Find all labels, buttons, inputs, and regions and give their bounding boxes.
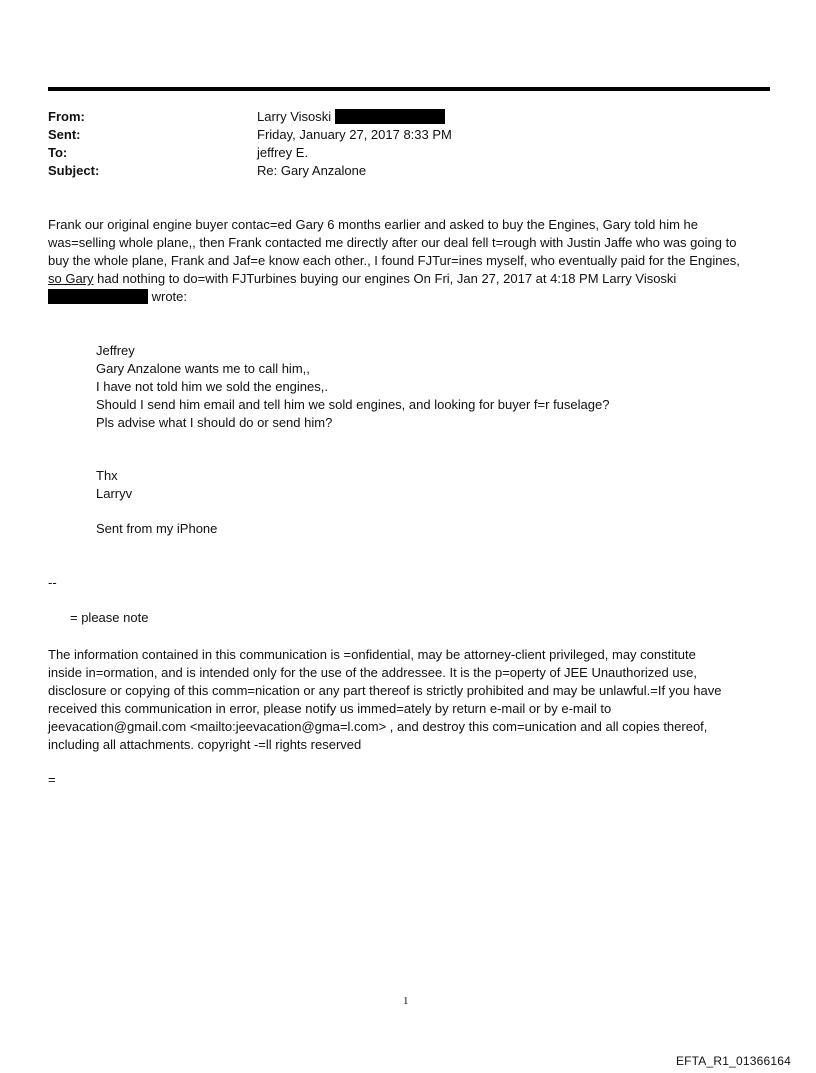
reply-wrote-line (48, 288, 770, 306)
reply-line: Frank our original engine buyer contac=ed Gary 6 months earlier and asked to buy the Engines, Gary told him he (48, 217, 699, 232)
quoted-line: Gary Anzalone wants me to call him,, (96, 361, 310, 376)
please-note: = please note (70, 610, 149, 625)
quoted-line: Pls advise what I should do or send him? (96, 415, 333, 430)
from-value: Larry Visoski (257, 109, 332, 124)
from-row (48, 108, 452, 126)
subject-value: Re: Gary Anzalone (257, 163, 367, 178)
disclaimer-line: including all attachments. copyright -=ll rights reserved (48, 737, 362, 752)
document-id: EFTA_R1_01366164 (675, 1054, 791, 1068)
reply-line: buy the whole plane, Frank and Jaf=e know each other., I found FJTur=ines myself, who eventually paid for the Engines, (48, 253, 740, 268)
disclaimer-line: disclosure or copying of this comm=nication or any part thereof is strictly prohibited and may be unlawful.=If you have (48, 683, 722, 698)
signoff-block (96, 467, 132, 503)
to-row (48, 144, 452, 162)
header-rule (48, 87, 770, 91)
sent-value: Friday, January 27, 2017 8:33 PM (257, 127, 452, 142)
sent-from-iphone: Sent from my iPhone (96, 521, 218, 536)
quoted-message (96, 342, 609, 432)
redaction-box (48, 289, 148, 304)
signature-separator: -- (48, 575, 57, 590)
quoted-line: Jeffrey (96, 343, 135, 358)
signoff-name: Larryv (96, 486, 133, 501)
disclaimer-body (48, 646, 770, 754)
sent-label: Sent: (48, 127, 81, 142)
disclaimer-line: jeevacation@gmail.com <mailto:jeevacation@gma=l.com> , and destroy this com=unication and all copies thereof, (48, 719, 708, 734)
wrote-text: wrote: (148, 289, 188, 304)
subject-row (48, 162, 452, 180)
quoted-line: Should I send him email and tell him we sold engines, and looking for buyer f=r fuselage? (96, 397, 610, 412)
reply-body (48, 216, 770, 306)
redaction-box (335, 109, 445, 124)
disclaimer-line: received this communication in error, please notify us immed=ately by return e-mail or by e-mail to (48, 701, 612, 716)
trailing-equals: = (48, 772, 56, 787)
subject-label: Subject: (48, 163, 100, 178)
reply-line-underlined: so Gary (48, 271, 94, 286)
disclaimer-line: inside in=ormation, and is intended only for the use of the addressee. It is the p=operty of JEE Unauthorized use, (48, 665, 697, 680)
disclaimer-line: The information contained in this communication is =onfidential, may be attorney-client privileged, may constitute (48, 647, 696, 662)
reply-line: was=selling whole plane,, then Frank contacted me directly after our deal fell t=rough with Justin Jaffe who was going to (48, 235, 737, 250)
reply-line (48, 270, 770, 288)
to-label: To: (48, 145, 68, 160)
from-label: From: (48, 109, 85, 124)
reply-line-rest: had nothing to do=with FJTurbines buying our engines On Fri, Jan 27, 2017 at 4:18 PM Larry Visoski (93, 271, 677, 286)
to-value: jeffrey E. (257, 145, 309, 160)
quoted-line: I have not told him we sold the engines,. (96, 379, 328, 394)
sent-row (48, 126, 452, 144)
page-number: 1 (403, 995, 409, 1007)
email-header (48, 108, 452, 180)
thx-text: Thx (96, 468, 118, 483)
